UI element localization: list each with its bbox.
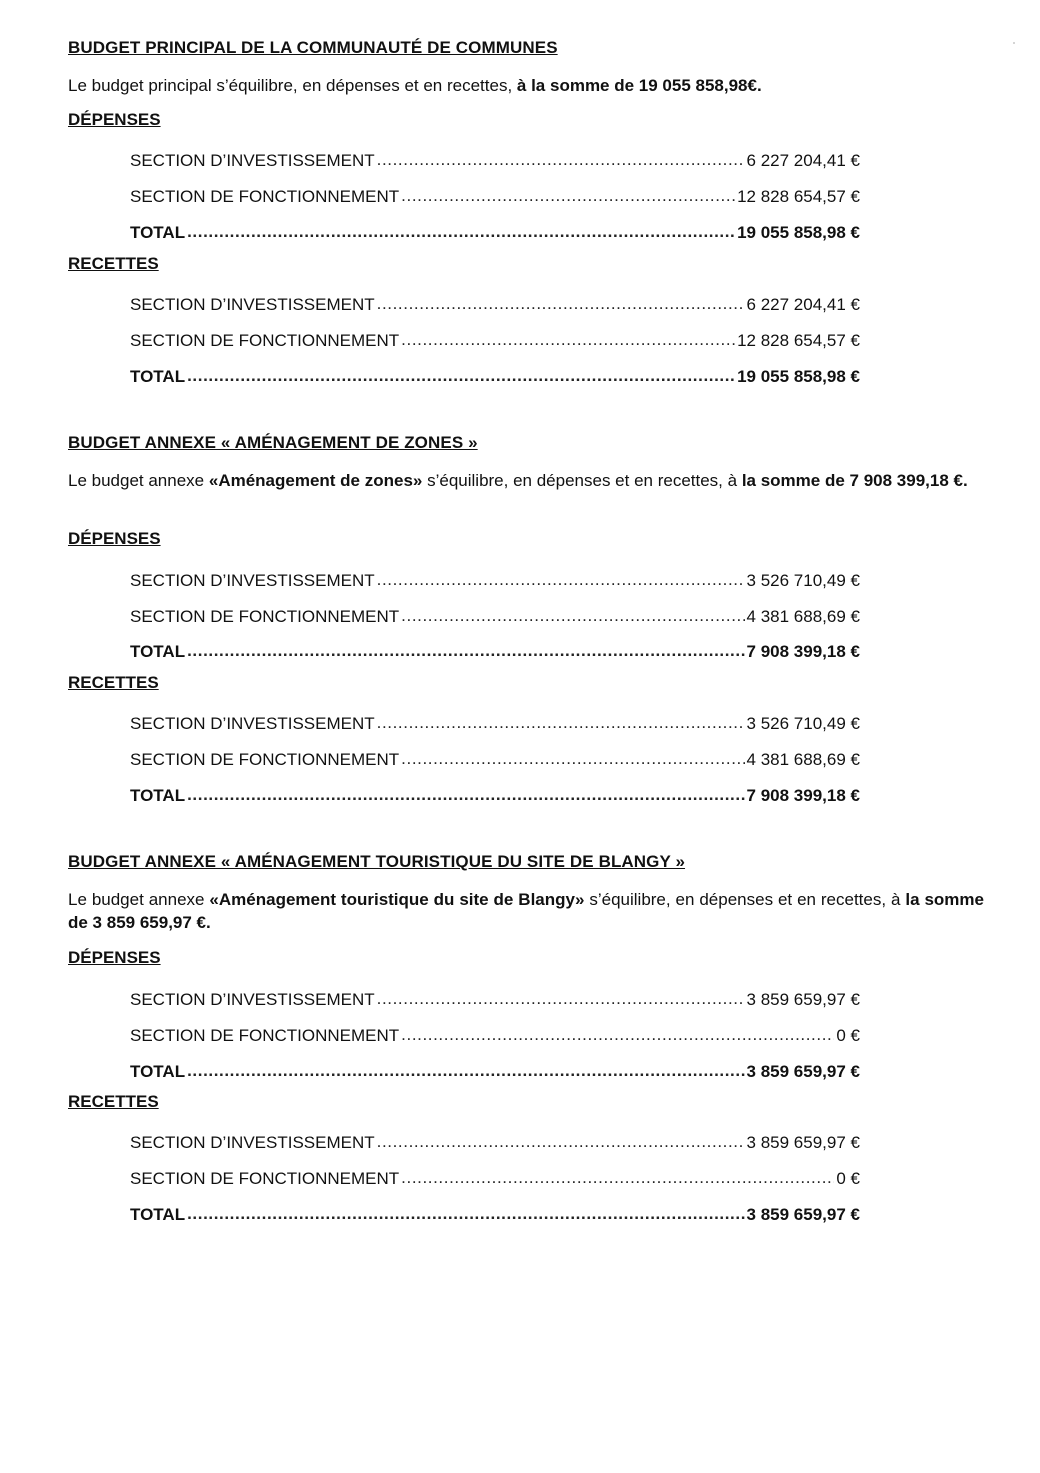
recettes-fonctionnement-row: [130, 1164, 860, 1188]
intro-text: s’équilibre, en dépenses et en recettes, à: [422, 471, 742, 490]
recettes-total-row: [130, 781, 860, 805]
leader-dots: [187, 1200, 744, 1220]
leader-dots: [187, 1057, 744, 1077]
leader-dots: [377, 1128, 745, 1148]
leader-dots: [377, 985, 745, 1005]
row-amount: 7 908 399,18 €: [746, 786, 860, 805]
intro-amount: la somme de 3 859 659,97 €.: [68, 890, 984, 932]
leader-dots: [377, 146, 745, 166]
row-label: SECTION DE FONCTIONNEMENT: [130, 607, 400, 626]
recettes-investissement-row: [130, 290, 860, 314]
row-label: SECTION D’INVESTISSEMENT: [130, 295, 375, 314]
row-amount: 6 227 204,41 €: [746, 295, 860, 314]
recettes-investissement-row: [130, 1128, 860, 1152]
depenses-fonctionnement-row: [130, 1021, 860, 1045]
leader-dots: [401, 602, 744, 622]
row-amount: 12 828 654,57 €: [737, 187, 860, 206]
row-label: SECTION DE FONCTIONNEMENT: [130, 750, 400, 769]
recettes-heading: RECETTES: [68, 254, 159, 273]
depenses-total-row: [130, 218, 860, 242]
row-amount: 3 859 659,97 €: [746, 1062, 860, 1081]
row-amount: 19 055 858,98 €: [737, 367, 860, 386]
row-amount: 3 859 659,97 €: [746, 1133, 860, 1152]
row-amount: 3 859 659,97 €: [746, 990, 860, 1009]
row-label: SECTION D’INVESTISSEMENT: [130, 151, 375, 170]
leader-dots: [401, 182, 735, 202]
depenses-heading: DÉPENSES: [68, 948, 161, 967]
intro-text: Le budget annexe: [68, 471, 209, 490]
leader-dots: [187, 637, 744, 657]
depenses-total-row: [130, 1057, 860, 1081]
intro-budget-name: «Aménagement touristique du site de Blangy»: [209, 890, 585, 909]
leader-dots: [187, 218, 735, 238]
row-amount: 4 381 688,69 €: [746, 607, 860, 626]
row-amount: 3 526 710,49 €: [746, 714, 860, 733]
leader-dots: [401, 326, 735, 346]
budget-blangy-title: BUDGET ANNEXE « AMÉNAGEMENT TOURISTIQUE DU SITE DE BLANGY »: [68, 852, 686, 871]
row-label: TOTAL: [130, 223, 186, 242]
row-amount: 19 055 858,98 €: [737, 223, 860, 242]
recettes-heading: RECETTES: [68, 673, 159, 692]
row-label: TOTAL: [130, 1062, 186, 1081]
row-label: SECTION D’INVESTISSEMENT: [130, 1133, 375, 1152]
leader-dots: [377, 290, 745, 310]
budget-blangy-intro: [68, 888, 984, 934]
recettes-fonctionnement-row: [130, 745, 860, 769]
budget-principal-intro: [68, 74, 984, 97]
recettes-total-row: [130, 1200, 860, 1224]
leader-dots: [401, 1164, 834, 1184]
recettes-investissement-row: [130, 709, 860, 733]
leader-dots: [401, 1021, 834, 1041]
budget-principal-title: BUDGET PRINCIPAL DE LA COMMUNAUTÉ DE COMMUNES: [68, 38, 558, 57]
intro-amount: à la somme de 19 055 858,98€.: [516, 76, 762, 95]
row-label: TOTAL: [130, 786, 186, 805]
row-amount: 4 381 688,69 €: [746, 750, 860, 769]
row-label: SECTION DE FONCTIONNEMENT: [130, 1026, 400, 1045]
depenses-fonctionnement-row: [130, 602, 860, 626]
depenses-investissement-row: [130, 146, 860, 170]
row-amount: 3 859 659,97 €: [746, 1205, 860, 1224]
row-amount: 7 908 399,18 €: [746, 642, 860, 661]
depenses-heading: DÉPENSES: [68, 110, 161, 129]
depenses-total-row: [130, 637, 860, 661]
row-label: SECTION DE FONCTIONNEMENT: [130, 331, 400, 350]
row-label: SECTION D’INVESTISSEMENT: [130, 714, 375, 733]
row-amount: 3 526 710,49 €: [746, 571, 860, 590]
row-amount: 0 €: [836, 1026, 860, 1045]
row-label: SECTION DE FONCTIONNEMENT: [130, 187, 400, 206]
depenses-investissement-row: [130, 985, 860, 1009]
intro-text: Le budget principal s’équilibre, en dépenses et en recettes,: [68, 76, 517, 95]
leader-dots: [401, 745, 744, 765]
depenses-heading: DÉPENSES: [68, 529, 161, 548]
row-label: SECTION D’INVESTISSEMENT: [130, 990, 375, 1009]
row-label: TOTAL: [130, 367, 186, 386]
row-amount: 6 227 204,41 €: [746, 151, 860, 170]
depenses-investissement-row: [130, 566, 860, 590]
row-label: SECTION DE FONCTIONNEMENT: [130, 1169, 400, 1188]
leader-dots: [377, 709, 745, 729]
budget-zones-intro: [68, 469, 984, 492]
row-amount: 12 828 654,57 €: [737, 331, 860, 350]
budget-zones-title: BUDGET ANNEXE « AMÉNAGEMENT DE ZONES »: [68, 433, 478, 452]
row-amount: 0 €: [836, 1169, 860, 1188]
leader-dots: [187, 362, 735, 382]
intro-text: s’équilibre, en dépenses et en recettes, à: [584, 890, 906, 909]
row-label: TOTAL: [130, 1205, 186, 1224]
row-label: SECTION D’INVESTISSEMENT: [130, 571, 375, 590]
leader-dots: [187, 781, 744, 801]
depenses-fonctionnement-row: [130, 182, 860, 206]
intro-budget-name: «Aménagement de zones»: [208, 471, 423, 490]
row-label: TOTAL: [130, 642, 186, 661]
recettes-total-row: [130, 362, 860, 386]
intro-text: Le budget annexe: [68, 890, 210, 909]
recettes-heading: RECETTES: [68, 1092, 159, 1111]
leader-dots: [377, 566, 745, 586]
recettes-fonctionnement-row: [130, 326, 860, 350]
intro-amount: la somme de 7 908 399,18 €.: [741, 471, 968, 490]
scan-speck: [1013, 42, 1015, 44]
